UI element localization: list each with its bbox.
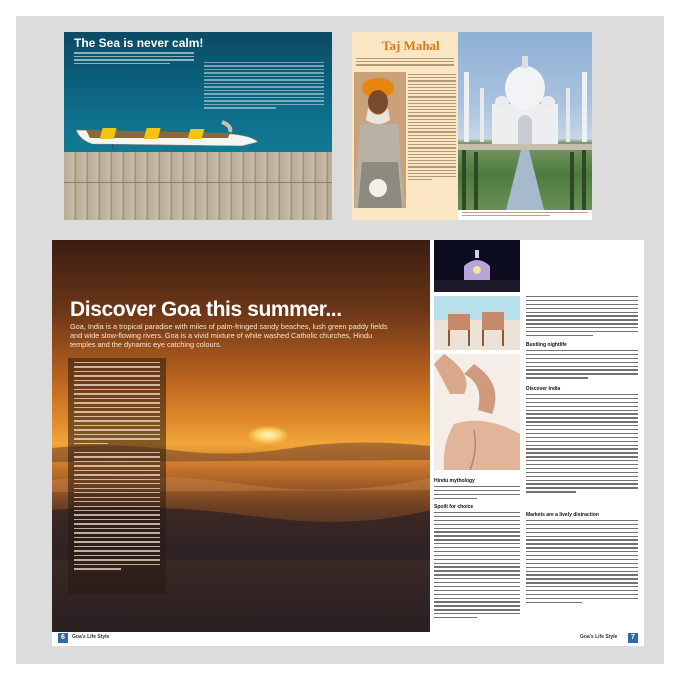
magazine-spread-sea — [64, 32, 332, 220]
rowboat-illustration — [72, 108, 260, 150]
goa-right-page — [430, 240, 644, 646]
taj-intro-text — [356, 58, 454, 68]
spoilt-for-choice-text — [434, 512, 520, 621]
discover-india-text — [526, 394, 638, 495]
beach-chairs-photo — [434, 296, 520, 350]
sea-body-text — [204, 62, 324, 111]
goa-intro-text: Goa, India is a tropical paradise with miles of palm-fringed sandy beaches, lush green paddy fields and wide slow-flowing rivers. Goa is a vivid mixture of white washed Catholic churches, Hindu temples and the dynamic eye catching colours. — [70, 322, 388, 349]
subhead-bustling-nightlife: Bustling nightlife — [526, 342, 567, 348]
taj-body-text — [408, 74, 456, 182]
magazine-name-left: Goa's Life Style — [72, 634, 110, 640]
taj-mahal-photo — [458, 32, 592, 210]
sea-spread-title: The Sea is never calm! — [74, 36, 204, 50]
taj-caption — [462, 212, 588, 218]
taj-text-page — [352, 32, 458, 220]
massage-photo — [434, 354, 520, 470]
subhead-markets: Markets are a lively distraction — [526, 512, 599, 518]
page-number-right: 7 — [628, 633, 638, 643]
man-with-turban-photo — [354, 72, 406, 208]
goa-spread-title: Discover Goa this summer... — [70, 298, 342, 321]
night-building-photo — [434, 240, 520, 292]
magazine-spread-goa — [52, 240, 644, 646]
taj-spread-title: Taj Mahal — [382, 38, 440, 53]
bustling-nightlife-text — [526, 350, 638, 381]
subhead-spoilt-for-choice: Spoilt for choice — [434, 504, 474, 510]
page-number-left: 6 — [58, 633, 68, 643]
magazine-name-right: Goa's Life Style — [580, 634, 618, 640]
sunset-beach-photo — [52, 240, 430, 632]
page-background — [16, 16, 664, 664]
taj-mahal-illustration — [458, 32, 592, 210]
wooden-dock — [64, 152, 332, 220]
goa-article-text — [74, 362, 160, 573]
hindu-mythology-text — [434, 486, 520, 502]
sea-intro-text — [74, 52, 194, 66]
markets-text — [526, 520, 638, 606]
sea-photo — [64, 32, 332, 152]
magazine-spread-taj-mahal — [352, 32, 592, 220]
subhead-hindu-mythology: Hindu mythology — [434, 478, 475, 484]
right-column-intro-text — [526, 296, 638, 339]
subhead-discover-india: Discover India — [526, 386, 561, 392]
